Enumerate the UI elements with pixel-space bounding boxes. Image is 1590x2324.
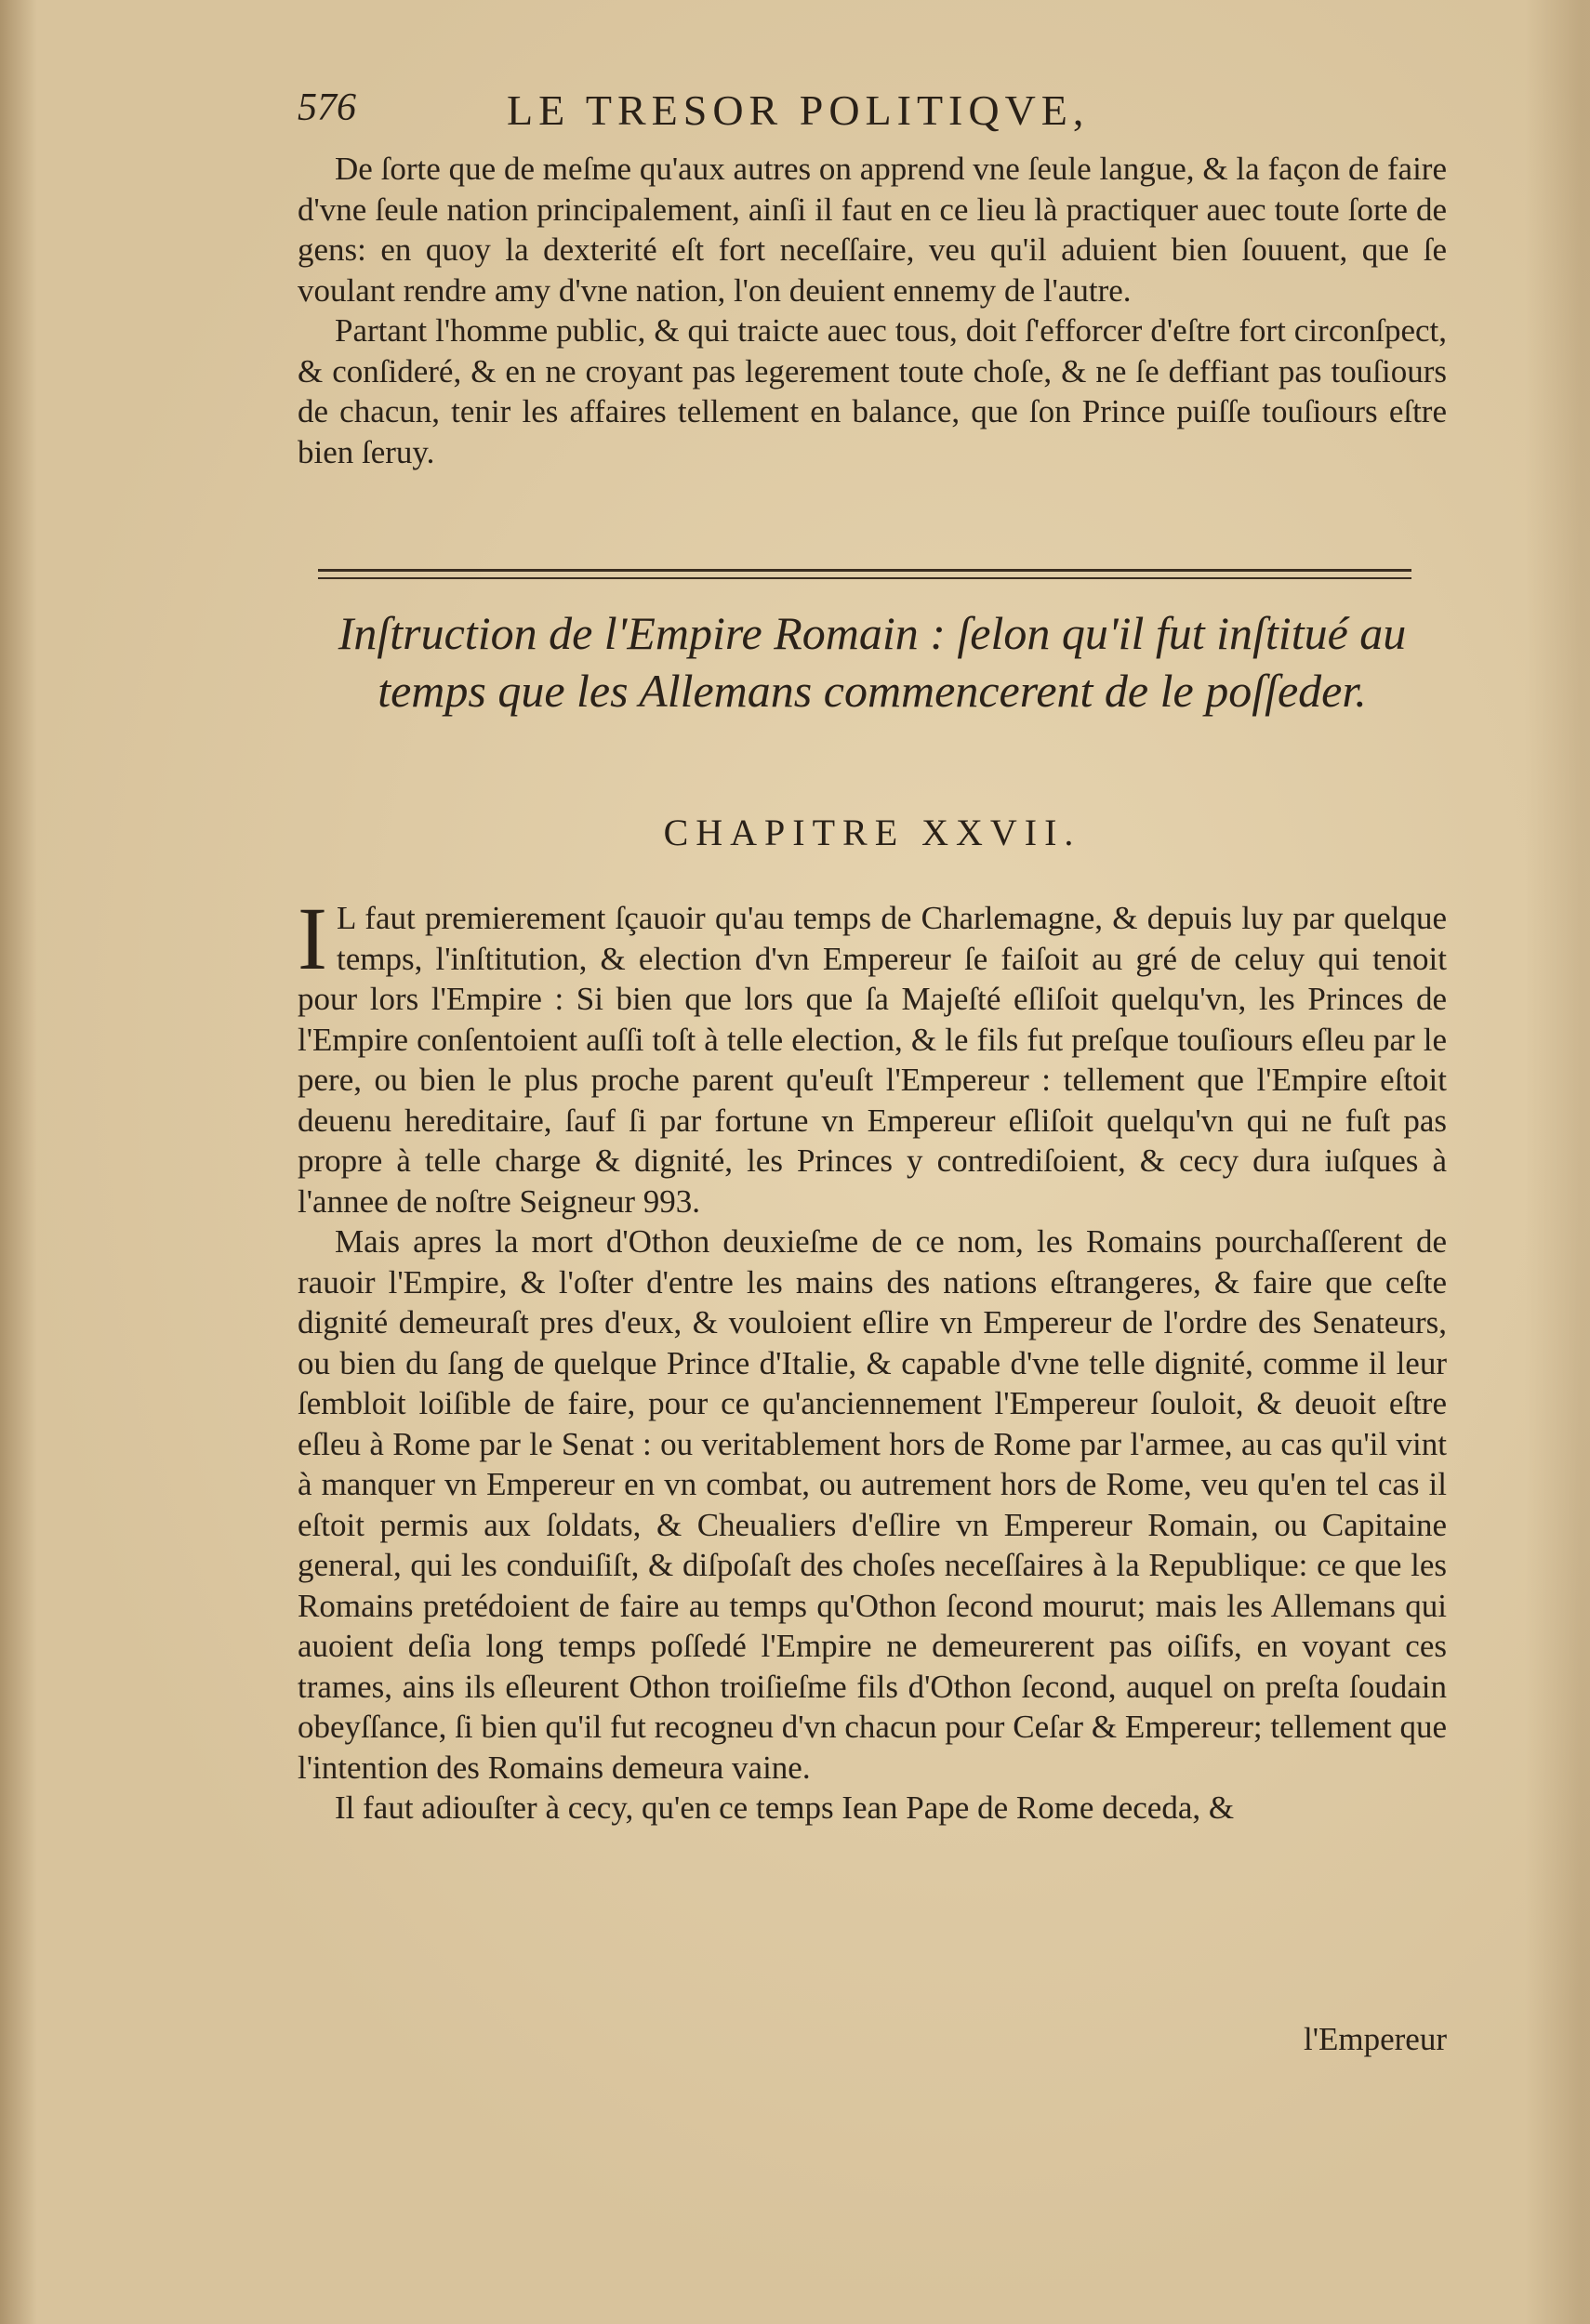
page-number: 576 bbox=[298, 86, 356, 129]
paragraph: Partant l'homme public, & qui traicte auec tous, doit ſ'efforcer d'eſtre fort circonſpect, & conſideré, & en ne croyant pas legerement toute choſe, & ne ſe deffiant pas touſiours de chacun, tenir les affaires tellement en balance, que ſon Prince puiſſe touſiours eſtre bien ſeruy. bbox=[298, 312, 1447, 470]
page-header bbox=[298, 86, 1506, 141]
chapter-body bbox=[298, 889, 1447, 1829]
first-paragraph bbox=[298, 889, 1447, 1221]
chapter-heading: CHAPITRE XXVII. bbox=[663, 812, 1081, 853]
top-text-block bbox=[298, 149, 1447, 472]
running-title: LE TRESOR POLITIQVE, bbox=[507, 86, 1090, 134]
drop-cap: I bbox=[298, 889, 327, 988]
first-paragraph-text: L faut premierement ſçauoir qu'au temps de Charlemagne, & depuis luy par quelque temps, l'inſtitution, & election d'vn Empereur ſe faiſoit au gré de celuy qui tenoit pour lors l'Empire : Si bien que lors que ſa Majeſté eſliſoit quelqu'vn, les Princes de l'Empire conſentoient auſſi toſt à telle election, & le fils fut preſque touſiours eſleu par le pere, ou bien le plus proche parent qu'euſt l'Empereur : tellement que l'Empire eſtoit deuenu hereditaire, ſauf ſi par fortune vn Empereur eſliſoit quelqu'vn qui ne fuſt pas propre à telle charge & dignité, les Princes y contrediſoient, & cecy dura iuſques à l'annee de noſtre Seigneur 993. bbox=[298, 900, 1447, 1220]
chapter-title: Inſtruction de l'Empire Romain : ſelon qu'il fut inſtitué au temps que les Allemans commencerent de le poſſeder. bbox=[338, 607, 1407, 717]
catchword: l'Empereur bbox=[1303, 2021, 1447, 2057]
paragraph: Il faut adiouſter à cecy, qu'en ce temps Iean Pape de Rome deceda, & bbox=[335, 1789, 1235, 1826]
section-divider bbox=[318, 569, 1411, 579]
paragraph: Mais apres la mort d'Othon deuxieſme de ce nom, les Romains pourchaſſerent de rauoir l'Empire, & l'oſter d'entre les mains des nations eſtrangeres, & faire que ceſte dignité demeuraſt pres d'eux, & vouloient eſlire vn Empereur de l'ordre des Senateurs, ou bien du ſang de quelque Prince d'Italie, & capable d'vne telle dignité, comme il leur ſembloit loiſible de faire, pour ce qu'anciennement l'Empereur ſouloit, & deuoit eſtre eſleu à Rome par le Senat : ou veritablement hors de Rome par l'armee, au cas qu'il vint à manquer vn Empereur en vn combat, ou autrement hors de Rome, veu qu'en tel cas il eſtoit permis aux ſoldats, & Cheualiers d'eſlire vn Empereur Romain, ou Capitaine general, qui les conduiſiſt, & diſpoſaſt des choſes neceſſaires à la Republique: ce que les Romains pretédoient de faire au temps qu'Othon ſecond mourut; mais les Allemans qui auoient deſia long temps poſſedé l'Empire ne demeurerent pas oiſifs, en voyant ces trames, ains ils eſleurent Othon troiſieſme fils d'Othon ſecond, auquel on preſta ſoudain obeyſſance, ſi bien qu'il fut recogneu d'vn chacun pour Ceſar & Empereur; tellement que l'intention des Romains demeura vaine. bbox=[298, 1223, 1447, 1786]
paragraph: De ſorte que de meſme qu'aux autres on apprend vne ſeule langue, & la façon de faire d'vne ſeule nation principalement, ainſi il faut en ce lieu là practiquer auec toute ſorte de gens: en quoy la dexterité eſt fort neceſſaire, veu qu'il aduient bien ſouuent, que ſe voulant rendre amy d'vne nation, l'on deuient ennemy de l'autre. bbox=[298, 151, 1447, 309]
